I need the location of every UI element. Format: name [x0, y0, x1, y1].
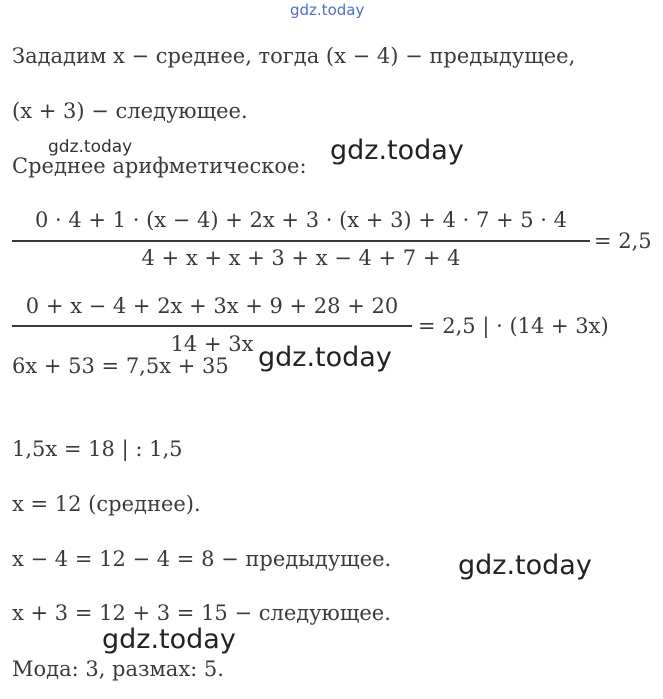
line-equation: 6x + 53 = 7,5x + 35: [12, 354, 229, 378]
fraction1-denominator: 4 + x + x + 3 + x − 4 + 7 + 4: [141, 246, 461, 270]
fraction2-rhs: = 2,5 | · (14 + 3x): [418, 314, 609, 338]
fraction2-numerator: 0 + x − 4 + 2x + 3x + 9 + 28 + 20: [25, 294, 399, 318]
watermark-top: gdz.today: [290, 1, 365, 19]
fraction1-numerator: 0 · 4 + 1 · (x − 4) + 2x + 3 · (x + 3) + 4 · 7 + 5 · 4: [34, 208, 568, 232]
line-intro: Зададим x − среднее, тогда (x − 4) − предыдущее,: [12, 44, 576, 68]
line-following: x + 3 = 12 + 3 = 15 − следующее.: [12, 601, 391, 625]
line-middle: x = 12 (среднее).: [12, 492, 201, 516]
fraction2-denominator: 14 + 3x: [170, 332, 254, 356]
line-solve: 1,5x = 18 | : 1,5: [12, 437, 183, 461]
fraction2-bar: [12, 325, 412, 327]
fraction1-bar: [12, 240, 590, 242]
line-mode-range: Мода: 3, размах: 5.: [12, 657, 224, 681]
line-previous: x − 4 = 12 − 4 = 8 − предыдущее.: [12, 547, 392, 571]
watermark: gdz.today: [330, 135, 464, 166]
watermark: gdz.today: [102, 624, 236, 655]
watermark: gdz.today: [458, 550, 592, 581]
watermark-small: gdz.today: [48, 137, 133, 157]
line-mean-label: Среднее арифметическое:: [12, 154, 307, 178]
fraction1-rhs: = 2,5: [594, 229, 652, 253]
watermark: gdz.today: [258, 342, 392, 373]
line-next: (x + 3) − следующее.: [12, 99, 248, 123]
